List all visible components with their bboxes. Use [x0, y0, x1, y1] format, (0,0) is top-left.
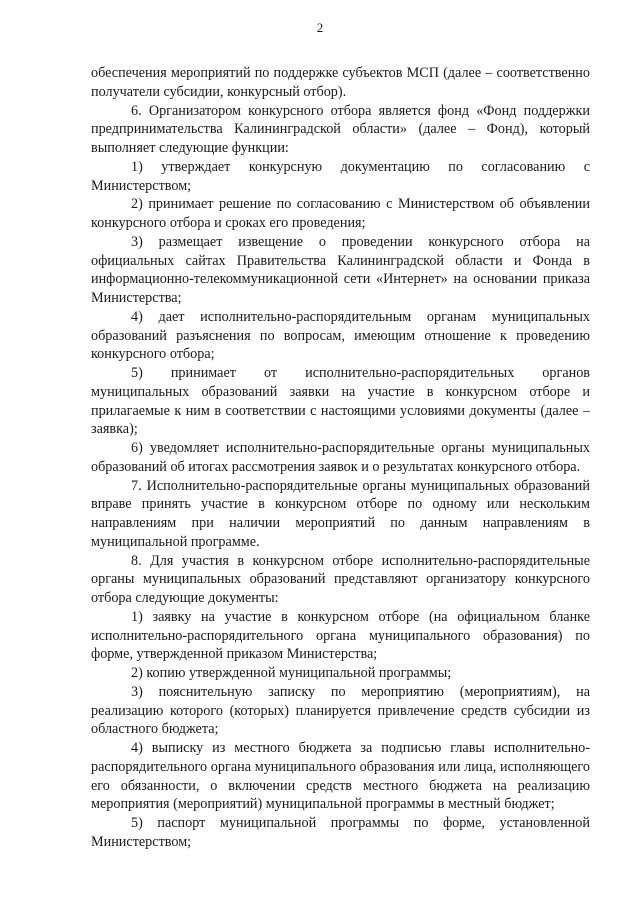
document-3-explanatory-note: 3) пояснительную записку по мероприятию (мероприятиям), на реализацию которого (которых) планируется привлечение средств субсидии из областного бюджета;: [91, 683, 590, 738]
document-2-program-copy: 2) копию утвержденной муниципальной программы;: [131, 665, 452, 681]
document-1-application: 1) заявку на участие в конкурсном отборе (на официальном бланке исполнительно-распорядительного органа муниципального образования) по форме, утвержденной приказом Министерства;: [91, 608, 590, 663]
subitem-6-notifies: 6) уведомляет исполнительно-распорядительные органы муниципальных образований об итогах рассмотрения заявок и о результатах конкурсного отбора.: [91, 440, 590, 475]
document-4-budget-extract: 4) выписку из местного бюджета за подписью главы исполнительно-распорядительного органа муниципального образования или лица, исполняющего его обязанности, о включении средств местного бюджета на реализацию мероприятия (мероприятий) муниципальной программы в местный бюджет;: [91, 740, 590, 813]
paragraph-item-7: 7. Исполнительно-распорядительные органы муниципальных образований вправе принять участие в конкурсном отборе по одному или нескольким направлениям при наличии мероприятий по данным направлениям в муниципальной программе.: [91, 477, 590, 550]
document-5-program-passport: 5) паспорт муниципальной программы по форме, установленной Министерством;: [91, 815, 590, 850]
paragraph-continuation: обеспечения мероприятий по поддержке субъектов МСП (далее – соответственно получатели субсидии, конкурсный отбор).: [91, 65, 590, 100]
page-number: 2: [316, 20, 324, 35]
subitem-4-clarifications: 4) дает исполнительно-распорядительным органам муниципальных образований разъяснения по вопросам, имеющим отношение к проведению конкурсного отбора;: [91, 308, 590, 363]
subitem-1-approves-docs: 1) утверждает конкурсную документацию по согласованию с Министерством;: [91, 158, 590, 194]
subitem-5-accepts-applications: 5) принимает от исполнительно-распорядительных органов муниципальных образований заявки на участие в конкурсном отборе и прилагаемые к ним в соответствии с настоящими условиями документы (далее – заявка);: [91, 365, 590, 438]
paragraph-item-8: 8. Для участия в конкурсном отборе исполнительно-распорядительные органы муниципальных образований представляют организатору конкурсного отбора следующие документы:: [91, 552, 590, 606]
paragraph-item-6: 6. Организатором конкурсного отбора является фонд «Фонд поддержки предпринимательства Калининградской области» (далее – Фонд), который выполняет следующие функции:: [91, 102, 590, 156]
document-body: [91, 64, 590, 852]
subitem-2-decision: 2) принимает решение по согласованию с Министерством об объявлении конкурсного отбора и сроках его проведения;: [91, 196, 590, 231]
subitem-3-notice: 3) размещает извещение о проведении конкурсного отбора на официальных сайтах Правительства Калининградской области и Фонда в информационно-телекоммуникационной сети «Интернет» на основании приказа Министерства;: [91, 233, 590, 306]
